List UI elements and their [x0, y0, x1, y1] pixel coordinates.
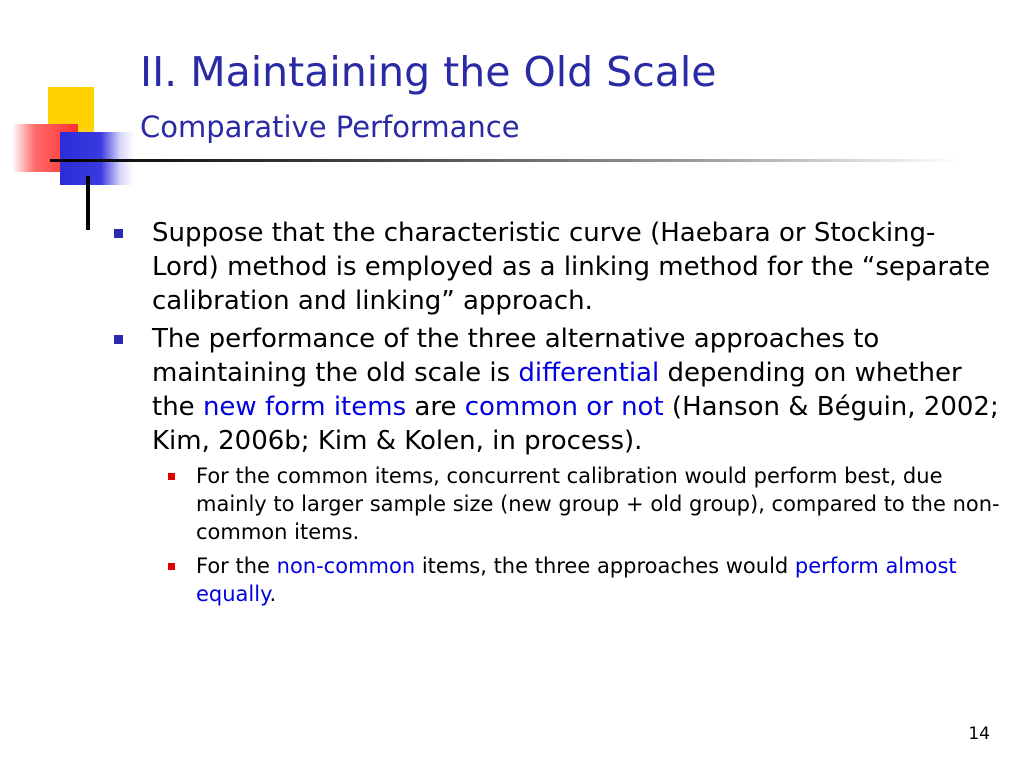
sub-bullet-text: For the common items, concurrent calibration would perform best, due mainly to larger sample size (new group + old group), compared to the non-common items.: [196, 464, 1000, 544]
title-underline: [50, 159, 960, 162]
slide-subtitle: Comparative Performance: [140, 110, 520, 144]
bullet-item: [112, 322, 1002, 458]
highlight-text: non-common: [276, 554, 416, 578]
bullet-square-icon: [114, 335, 123, 344]
sub-bullet-square-icon: [168, 473, 175, 480]
highlight-text: perform almost equally: [196, 554, 957, 606]
decor-vertical-line: [86, 176, 90, 230]
slide-body: [112, 216, 1002, 614]
page-number: 14: [968, 724, 990, 744]
highlight-text: common or not: [464, 392, 664, 422]
bullet-square-icon: [114, 229, 123, 238]
sub-bullet-item: [196, 462, 1002, 546]
bullet-item: [112, 216, 1002, 318]
sub-bullet-text: For the non-common items, the three approaches would perform almost equally.: [196, 554, 957, 606]
bullet-text: The performance of the three alternative approaches to maintaining the old scale is differential depending on whether the new form items are common or not (Hanson & Béguin, 2002; Kim, 2006b; Kim & Kolen, in process).: [152, 324, 999, 456]
highlight-text: differential: [518, 358, 660, 388]
slide-title: II. Maintaining the Old Scale: [140, 48, 717, 96]
sub-bullet-item: [196, 552, 1002, 608]
sub-bullet-square-icon: [168, 563, 175, 570]
bullet-text: Suppose that the characteristic curve (Haebara or Stocking-Lord) method is employed as a linking method for the “separate calibration and linking” approach.: [152, 218, 991, 316]
highlight-text: new form items: [202, 392, 407, 422]
